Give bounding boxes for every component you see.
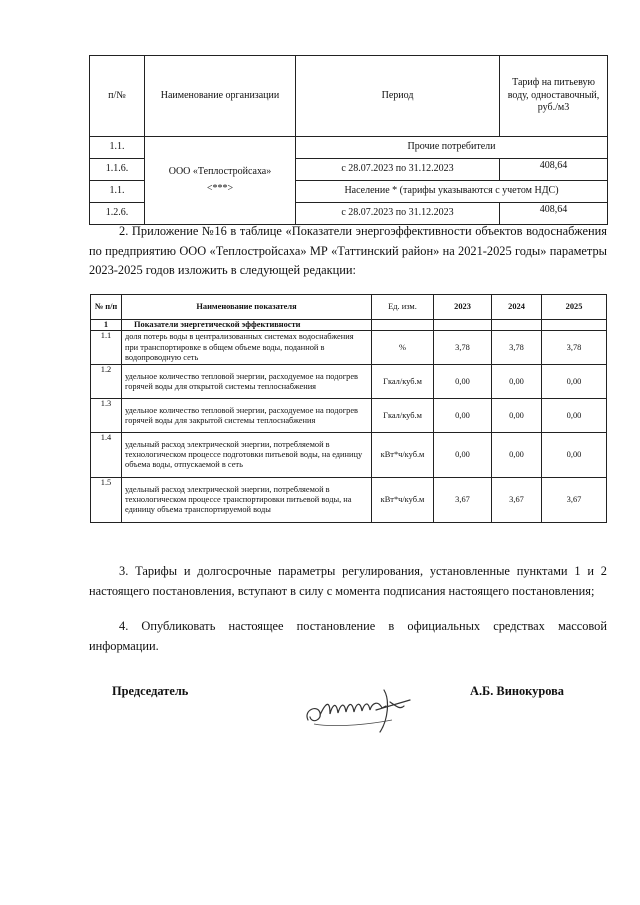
row-category: Население * (тарифы указываются с учетом НДС) (296, 181, 608, 203)
row-2023: 3,78 (434, 331, 492, 365)
row-2024: 0,00 (492, 365, 542, 399)
row-name: удельное количество тепловой энергии, расходуемое на подогрев горячей воды для открытой системы теплоснабжения (122, 365, 372, 399)
paragraph-3: 3. Тарифы и долгосрочные параметры регулирования, установленные пунктами 1 и 2 настоящего постановления, вступают в силу с момента подписания настоящего постановления; (89, 564, 607, 598)
header-name: Наименование показателя (122, 295, 372, 320)
header-2024: 2024 (492, 295, 542, 320)
row-unit: Гкал/куб.м (372, 365, 434, 399)
row-num: 1.1. (90, 181, 145, 203)
table-row (91, 399, 607, 433)
row-2024: 0,00 (492, 433, 542, 478)
row-2025: 0,00 (542, 433, 607, 478)
paragraph-2: 2. Приложение №16 в таблице «Показатели энергоэффективности объектов водоснабжения по предприятию ООО «Теплостройсаха» МР «Таттинский район» на 2021-2025 годы» параметры 2023-2025 годов изложить в следующей редакции: (89, 224, 607, 277)
row-2025: 0,00 (542, 399, 607, 433)
row-num: 1.4 (91, 433, 122, 478)
section-num: 1 (91, 320, 122, 331)
row-2025: 0,00 (542, 365, 607, 399)
header-num: № п/п (91, 295, 122, 320)
tariff-table (89, 55, 608, 225)
row-num: 1.1. (90, 137, 145, 159)
org-name: ООО «Теплостройсаха» (168, 165, 272, 177)
row-period: с 28.07.2023 по 31.12.2023 (296, 203, 500, 225)
row-name: удельный расход электрической энергии, потребляемой в технологическом процессе транспортировки питьевой воды, на единицу объема транспортируемой воды (122, 478, 372, 523)
row-2023: 0,00 (434, 433, 492, 478)
row-num: 1.3 (91, 399, 122, 433)
row-num: 1.2.6. (90, 203, 145, 225)
row-value: 408,64 (500, 203, 608, 225)
row-2023: 3,67 (434, 478, 492, 523)
indicators-header (91, 295, 607, 320)
row-unit: Гкал/куб.м (372, 399, 434, 433)
row-num: 1.2 (91, 365, 122, 399)
row-name: доля потерь воды в централизованных системах водоснабжения при транспортировке в общем объеме воды, поданной в водопроводную сеть (122, 331, 372, 365)
header-num: п/№ (90, 56, 145, 137)
row-2023: 0,00 (434, 365, 492, 399)
signatory-role: Председатель (112, 684, 189, 698)
table-row (90, 137, 608, 159)
row-name: удельное количество тепловой энергии, расходуемое на подогрев горячей воды для закрытой системы теплоснабжения (122, 399, 372, 433)
row-num: 1.1 (91, 331, 122, 365)
header-period: Период (296, 56, 500, 137)
indicators-table (90, 294, 607, 523)
handwritten-signature (300, 680, 430, 740)
row-period: с 28.07.2023 по 31.12.2023 (296, 159, 500, 181)
row-2025: 3,78 (542, 331, 607, 365)
row-2024: 0,00 (492, 399, 542, 433)
paragraph-4: 4. Опубликовать настоящее постановление в официальных средствах массовой информации. (89, 619, 607, 653)
row-category: Прочие потребители (296, 137, 608, 159)
row-2024: 3,67 (492, 478, 542, 523)
table-row (91, 331, 607, 365)
row-name: удельный расход электрической энергии, потребляемой в технологическом процессе подготовки питьевой воды, на единицу объема воды, отпускаемой в сеть (122, 433, 372, 478)
row-unit: кВт*ч/куб.м (372, 433, 434, 478)
table-row (91, 365, 607, 399)
header-unit: Ед. изм. (372, 295, 434, 320)
header-2023: 2023 (434, 295, 492, 320)
table-row (91, 433, 607, 478)
org-note: <***> (206, 183, 234, 194)
row-num: 1.5 (91, 478, 122, 523)
row-2024: 3,78 (492, 331, 542, 365)
row-unit: кВт*ч/куб.м (372, 478, 434, 523)
row-unit: % (372, 331, 434, 365)
section-row (91, 320, 607, 331)
header-tariff: Тариф на питьевую воду, одноставочный, руб./м3 (500, 56, 608, 137)
row-2023: 0,00 (434, 399, 492, 433)
signatory-name: А.Б. Винокурова (470, 684, 564, 698)
header-org: Наименование организации (145, 56, 296, 137)
row-2025: 3,67 (542, 478, 607, 523)
row-value: 408,64 (500, 159, 608, 181)
tariff-table-header (90, 56, 608, 137)
section-name: Показатели энергетической эффективности (122, 320, 372, 331)
table-row (91, 478, 607, 523)
row-num: 1.1.6. (90, 159, 145, 181)
header-2025: 2025 (542, 295, 607, 320)
org-cell (145, 137, 296, 225)
